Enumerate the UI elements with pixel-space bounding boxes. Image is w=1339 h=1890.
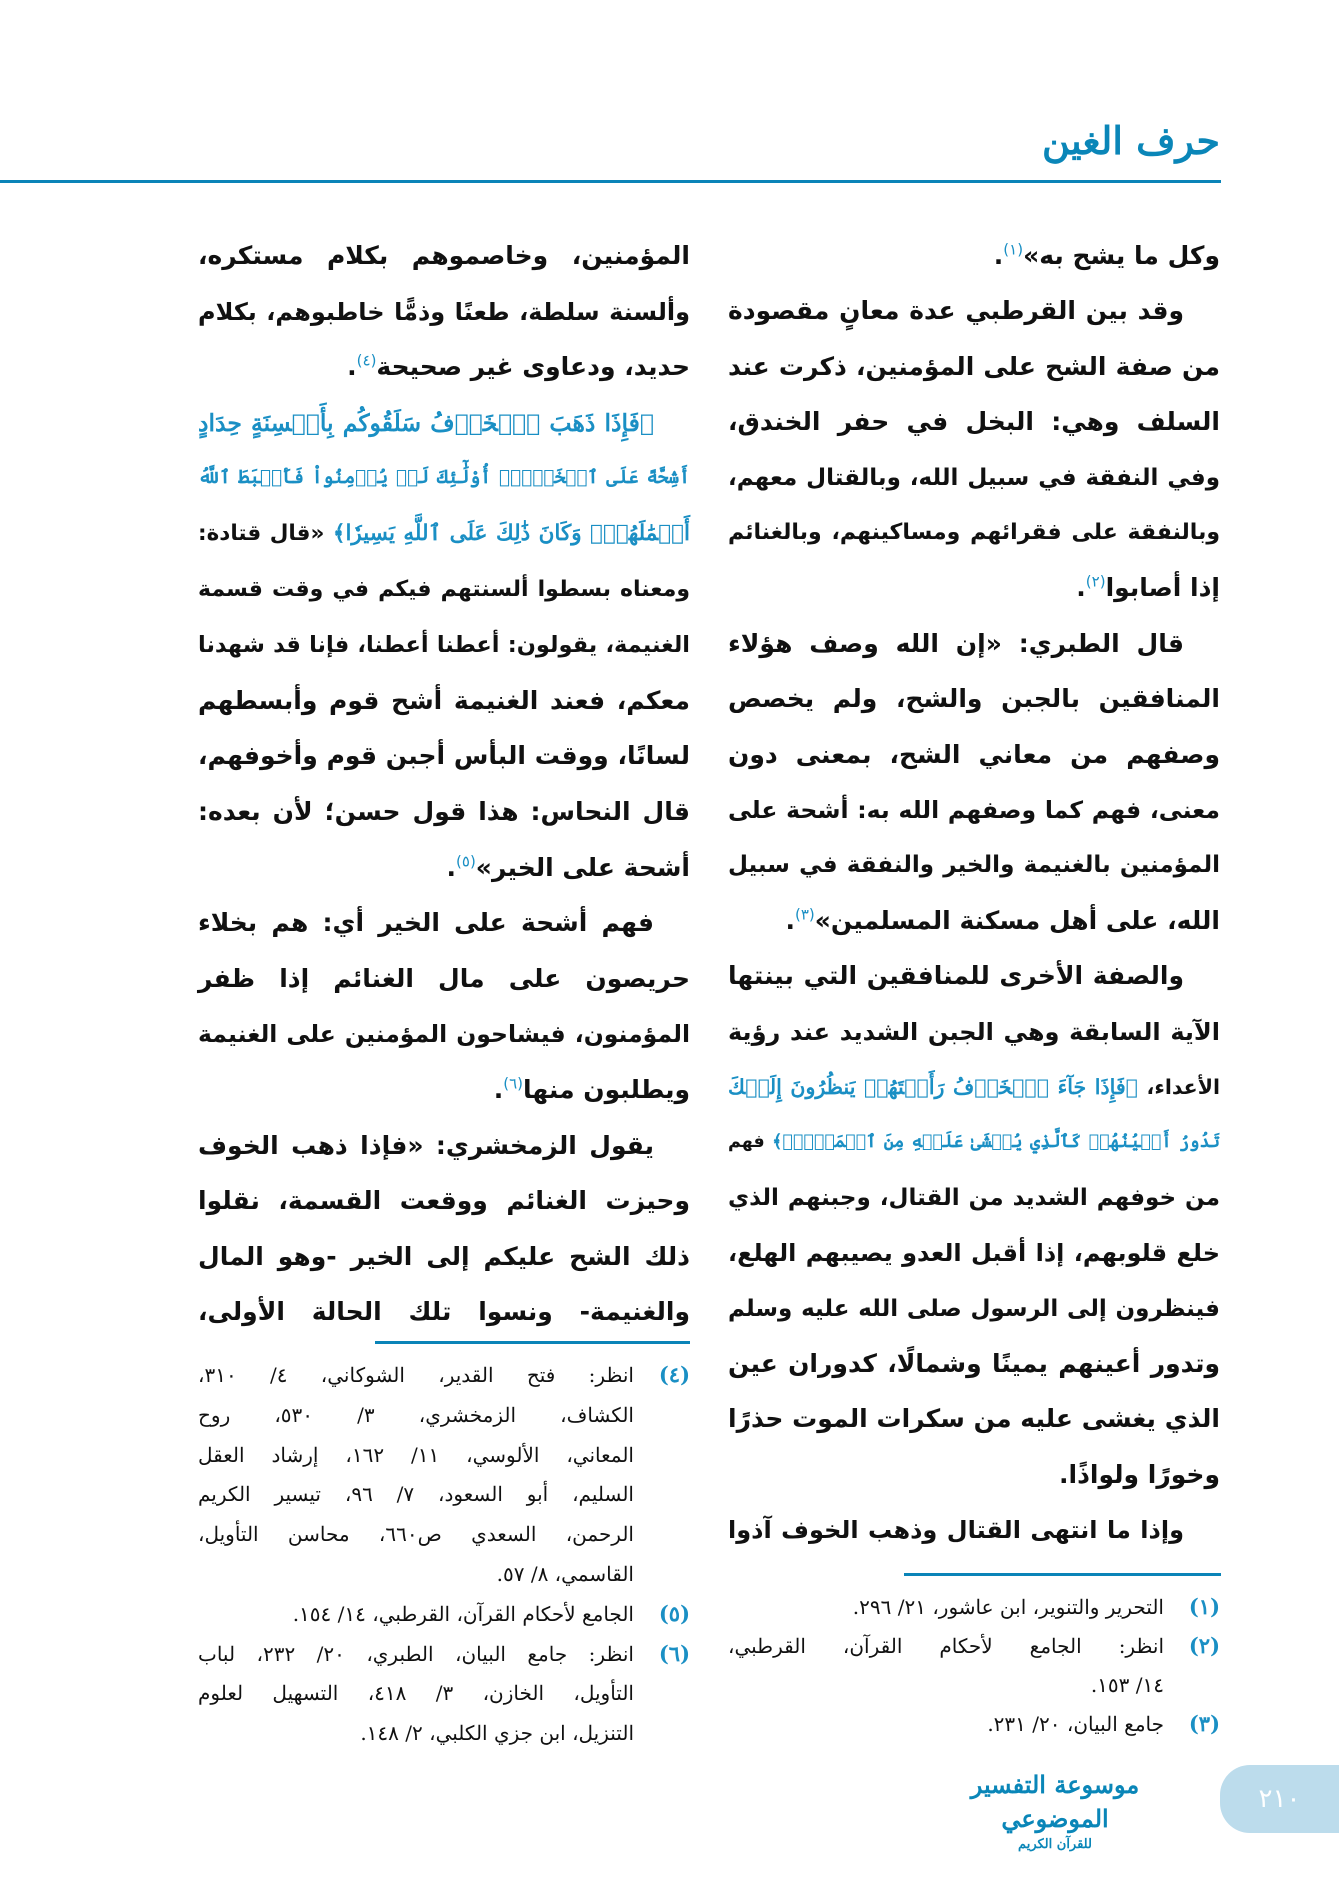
footnote-text: السليم، أبو السعود، ٧/ ٩٦، تيسير الكريم — [198, 1482, 634, 1507]
text-line — [728, 1455, 1220, 1495]
text-line — [728, 513, 1220, 553]
text-line — [728, 1178, 1220, 1218]
text-run: وتدور أعينهم يمينًا وشمالًا، كدوران عين — [728, 1349, 1220, 1378]
text-run: وألسنة سلطة، طعنًا وذمًّا خاطبوهم، بكلام — [198, 297, 690, 326]
text-line — [198, 514, 690, 554]
footnote-text: القاسمي، ٨/ ٥٧. — [496, 1562, 634, 1586]
footnote-number: (٢) — [1188, 1633, 1220, 1658]
text-run: معكم، فعند الغنيمة أشح قوم وأبسطهم — [198, 685, 690, 715]
text-line — [198, 903, 690, 943]
text-line — [198, 1070, 690, 1110]
text-run: . — [446, 852, 457, 882]
text-line — [198, 792, 690, 832]
text-line — [728, 1510, 1220, 1550]
text-line — [198, 1181, 690, 1221]
text-line — [728, 347, 1220, 387]
text-run: الأعداء، — [1137, 1075, 1220, 1099]
text-run: المؤمنون، فيشاحون المؤمنين على الغنيمة — [198, 1020, 690, 1049]
footnote-divider-left — [375, 1341, 690, 1344]
text-run: وبالنفقة على فقرائهم ومساكينهم، وبالغنائم — [728, 520, 1220, 545]
footnote-number: (١) — [1188, 1594, 1220, 1619]
footnote-text: جامع البيان، ٢٠/ ٢٣١. — [987, 1712, 1164, 1736]
footnote-text: انظر: فتح القدير، الشوكاني، ٤/ ٣١٠، — [198, 1363, 634, 1387]
quran-verse: أَعۡمَٰلَهُمۡۚ وَكَانَ ذَٰلِكَ عَلَى ٱللَّهِ يَسِيرٗا﴾ — [332, 521, 690, 546]
chapter-title: حرف الغين — [1042, 118, 1220, 163]
text-line — [728, 845, 1220, 885]
text-run: قال الطبري: «إن الله وصف هؤلاء — [728, 628, 1184, 658]
text-line — [728, 735, 1220, 775]
footnote-marker[interactable]: (٦) — [503, 1074, 524, 1093]
footnote-number: (٥) — [658, 1600, 690, 1626]
quran-verse: ﴿فَإِذَا ذَهَبَ ٱلۡخَوۡفُ سَلَقُوكُم بِأَلۡسِنَةٍ حِدَادٍ — [198, 408, 654, 437]
text-run: من صفة الشح على المؤمنين، ذكرت عند — [728, 351, 1220, 381]
text-run: معنى، فهم كما وصفهم الله به: أشحة على — [728, 796, 1220, 824]
text-run: الذي يغشى عليه من سكرات الموت حذرًا — [728, 1404, 1220, 1434]
text-run: الغنيمة، يقولون: أعطنا أعطنا، فإنا قد شهدنا — [198, 632, 690, 659]
footnote-text: الكشاف، الزمخشري، ٣/ ٥٣٠، روح — [198, 1402, 634, 1427]
text-line — [198, 1126, 690, 1166]
footnote-text: ١٤/ ١٥٣. — [1090, 1673, 1164, 1697]
text-run: خلع قلوبهم، إذا أقبل العدو يصيبهم الهلع، — [728, 1239, 1220, 1268]
text-run: المؤمنين، وخاصموهم بكلام مستكره، — [198, 241, 690, 270]
text-run: وصفهم من معاني الشح، بمعنى دون — [728, 739, 1220, 769]
text-line — [728, 402, 1220, 442]
text-line — [728, 1399, 1220, 1439]
text-line — [728, 568, 1220, 608]
text-run: حريصون على مال الغنائم إذا ظفر — [198, 963, 690, 993]
text-run: السلف وهي: البخل في حفر الخندق، — [728, 407, 1220, 437]
page-number-badge — [1220, 1765, 1339, 1833]
text-run: وحيزت الغنائم ووقعت القسمة، نقلوا — [198, 1186, 690, 1216]
text-line — [728, 236, 1220, 276]
text-line — [198, 458, 690, 498]
text-run: حديد، ودعاوى غير صحيحة — [376, 352, 690, 382]
footnote-text: الرحمن، السعدي ص٦٦٠، محاسن التأويل، — [198, 1522, 634, 1547]
text-run: وفي النفقة في سبيل الله، وبالقتال معهم، — [728, 464, 1220, 491]
text-run: قال النحاس: هذا قول حسن؛ لأن بعده: — [198, 797, 690, 826]
text-run: «قال قتادة: — [198, 521, 333, 546]
text-run: وقد بين القرطبي عدة معانٍ مقصودة — [728, 296, 1184, 326]
text-run: أشحة على الخير» — [475, 852, 690, 882]
text-line — [728, 624, 1220, 664]
text-run: الله، على أهل مسكنة المسلمين» — [814, 905, 1220, 935]
text-line — [198, 848, 690, 888]
footnote-text: التنزيل، ابن جزي الكلبي، ٢/ ١٤٨. — [360, 1721, 634, 1746]
text-line — [198, 1292, 690, 1332]
text-run: . — [493, 1075, 504, 1104]
text-line — [728, 679, 1220, 719]
text-line — [198, 292, 690, 332]
text-run: ومعناه بسطوا ألسنتهم فيكم في وقت قسمة — [198, 576, 690, 602]
text-run: . — [785, 905, 795, 935]
text-run: فينظرون إلى الرسول صلى الله عليه وسلم — [728, 1295, 1220, 1322]
text-line — [728, 1233, 1220, 1273]
text-run: والغنيمة- ونسوا تلك الحالة الأولى، — [198, 1297, 690, 1327]
text-line — [728, 1289, 1220, 1329]
text-line — [198, 959, 690, 999]
footnote-text: الجامع لأحكام القرآن، القرطبي، ١٤/ ١٥٤. — [292, 1601, 634, 1626]
footnote-marker[interactable]: (١) — [1003, 240, 1024, 259]
text-line — [198, 570, 690, 610]
footnote-text: التحرير والتنوير، ابن عاشور، ٢١/ ٢٩٦. — [852, 1595, 1164, 1619]
footnote-marker[interactable]: (٤) — [356, 351, 377, 370]
footnote-text: المعاني، الألوسي، ١١/ ١٦٢، إرشاد العقل — [198, 1442, 634, 1467]
text-run: . — [993, 241, 1004, 270]
text-line — [198, 625, 690, 665]
text-run: لسانًا، ووقت البأس أجبن قوم وأخوفهم، — [198, 741, 690, 771]
text-line — [728, 1067, 1220, 1107]
footnote-text: انظر: الجامع لأحكام القرآن، القرطبي، — [728, 1634, 1164, 1658]
text-line — [728, 1344, 1220, 1384]
quran-verse: ﴿فَإِذَا جَآءَ ٱلۡخَوۡفُ رَأَيۡتَهُمۡ يَنظُرُونَ إِلَيۡكَ — [728, 1075, 1138, 1099]
text-run: وكل ما يشح به» — [1023, 241, 1220, 270]
text-run: وخورًا ولواذًا. — [1059, 1459, 1220, 1489]
text-run: . — [1076, 573, 1086, 603]
quran-verse: أَشِحَّةً عَلَى ٱلۡخَيۡرِۚ أُوْلَٰٓئِكَ لَمۡ يُؤۡمِنُواْ فَأَحۡبَطَ ٱللَّهُ — [198, 467, 690, 489]
text-run: . — [347, 352, 357, 382]
footnote-number: (٦) — [658, 1640, 690, 1666]
text-line — [198, 681, 690, 721]
encyclopedia-logo — [930, 1768, 1180, 1854]
text-run: وإذا ما انتهى القتال وذهب الخوف آذوا — [728, 1516, 1184, 1545]
footnote-text: انظر: جامع البيان، الطبري، ٢٠/ ٢٣٢، لباب — [198, 1641, 634, 1666]
logo-title: موسوعة التفسير الموضوعي — [970, 1770, 1140, 1833]
logo-subtitle: للقرآن الكريم — [1018, 1837, 1092, 1852]
text-run: والصفة الأخرى للمنافقين التي بينتها — [728, 961, 1184, 991]
text-run: يقول الزمخشري: «فإذا ذهب الخوف — [198, 1130, 654, 1160]
footnote-marker[interactable]: (٥) — [456, 852, 476, 871]
footnote-number: (٣) — [1188, 1711, 1220, 1736]
text-line — [728, 458, 1220, 498]
footnote-marker[interactable]: (٣) — [794, 905, 815, 924]
footnote-text: التأويل، الخازن، ٣/ ٤١٨، التسهيل لعلوم — [198, 1681, 634, 1706]
text-line — [728, 291, 1220, 331]
text-line — [728, 956, 1220, 996]
text-line — [198, 736, 690, 776]
page-number: ٢١٠ — [1258, 1784, 1301, 1814]
text-line — [198, 1237, 690, 1277]
footnote-marker[interactable]: (٢) — [1085, 573, 1106, 592]
text-run: ويطلبون منها — [523, 1075, 690, 1104]
text-line — [198, 403, 690, 443]
text-run: فهم — [728, 1132, 773, 1153]
text-run: فهم أشحة على الخير أي: هم بخلاء — [198, 908, 654, 938]
text-line — [198, 236, 690, 276]
footnote-divider-right — [904, 1573, 1221, 1576]
text-run: الآية السابقة وهي الجبن الشديد عند رؤية — [728, 1017, 1220, 1046]
footnote-number: (٤) — [658, 1362, 690, 1387]
text-line — [198, 347, 690, 387]
text-line — [198, 1014, 690, 1054]
text-line — [728, 790, 1220, 830]
text-run: ذلك الشح عليكم إلى الخير -وهو المال — [198, 1241, 690, 1271]
text-line — [728, 901, 1220, 941]
text-line — [728, 1012, 1220, 1052]
text-run: من خوفهم الشديد من القتال، وجبنهم الذي — [728, 1184, 1220, 1211]
text-run: المنافقين بالجبن والشح، ولم يخصص — [728, 684, 1220, 714]
text-run: المؤمنين بالغنيمة والخير والنفقة في سبيل — [728, 852, 1220, 879]
text-run: إذا أصابوا — [1105, 573, 1220, 603]
header-divider — [0, 180, 1221, 183]
quran-verse: تَدُورُ أَعۡيُنُهُمۡ كَٱلَّذِي يُغۡشَىٰ عَلَيۡهِ مِنَ ٱلۡمَوۡتِۖ﴾ — [772, 1132, 1221, 1153]
text-line — [728, 1122, 1220, 1162]
